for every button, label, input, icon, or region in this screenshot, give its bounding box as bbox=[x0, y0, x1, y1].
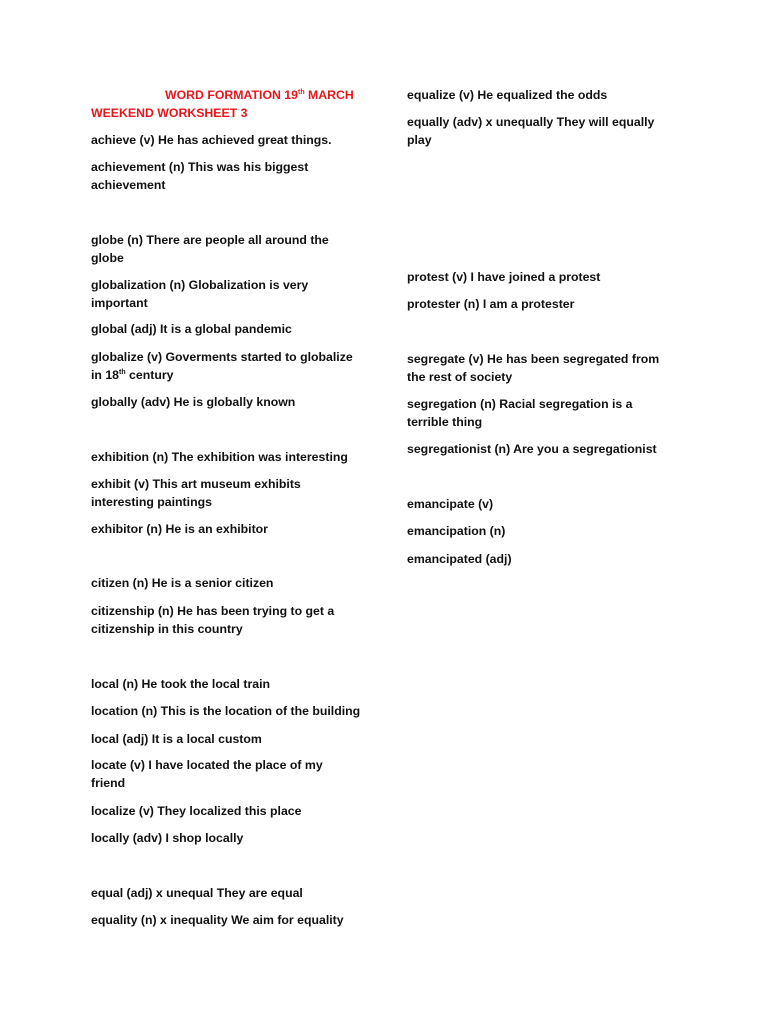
entry-globalize-end: century bbox=[125, 368, 174, 382]
entry-globalize-superscript: th bbox=[119, 369, 126, 376]
entry-locally: locally (adv) I shop locally bbox=[91, 831, 244, 845]
entry-globally: globally (adv) He is globally known bbox=[91, 395, 296, 409]
entry-globalize-text: globalize (v) Goverments started to globalize in 18 bbox=[91, 350, 353, 382]
entry-segregation: segregation (n) Racial segregation is a terrible thing bbox=[407, 397, 633, 429]
entry-local-noun: local (n) He took the local train bbox=[91, 677, 271, 691]
entry-segregate: segregate (v) He has been segregated from the rest of society bbox=[407, 352, 660, 384]
entry-protester: protester (n) I am a protester bbox=[407, 297, 575, 311]
entry-exhibit: exhibit (v) This art museum exhibits interesting paintings bbox=[91, 477, 301, 509]
entry-equalize: equalize (v) He equalized the odds bbox=[407, 88, 608, 102]
entry-locate: locate (v) I have located the place of my friend bbox=[91, 758, 323, 790]
entry-achievement: achievement (n) This was his biggest achievement bbox=[91, 160, 309, 192]
entry-citizen: citizen (n) He is a senior citizen bbox=[91, 576, 274, 590]
entry-globalization: globalization (n) Globalization is very important bbox=[91, 278, 309, 310]
title-line1-suffix: MARCH bbox=[304, 88, 354, 102]
title-superscript: th bbox=[297, 89, 305, 96]
entry-emancipated: emancipated (adj) bbox=[407, 552, 512, 566]
entry-local-adj: local (adj) It is a local custom bbox=[91, 732, 262, 746]
entry-emancipation: emancipation (n) bbox=[407, 524, 506, 538]
title-line2: WEEKEND WORKSHEET 3 bbox=[91, 106, 248, 120]
entry-segregationist: segregationist (n) Are you a segregationist bbox=[407, 442, 657, 456]
entry-equality: equality (n) x inequality We aim for equality bbox=[91, 913, 344, 927]
entry-exhibition: exhibition (n) The exhibition was interesting bbox=[91, 450, 348, 464]
worksheet-title bbox=[91, 86, 391, 122]
title-line1-prefix: WORD FORMATION 19 bbox=[165, 88, 298, 102]
entry-equally: equally (adv) x unequally They will equally play bbox=[407, 115, 655, 147]
entry-protest: protest (v) I have joined a protest bbox=[407, 270, 601, 284]
entry-exhibitor: exhibitor (n) He is an exhibitor bbox=[91, 522, 268, 536]
entry-globe: globe (n) There are people all around the globe bbox=[91, 233, 329, 265]
entry-location: location (n) This is the location of the building bbox=[91, 704, 361, 718]
entry-citizenship: citizenship (n) He has been trying to get a citizenship in this country bbox=[91, 604, 335, 636]
entry-emancipate: emancipate (v) bbox=[407, 497, 494, 511]
entry-globalize bbox=[91, 348, 366, 384]
entry-localize: localize (v) They localized this place bbox=[91, 804, 302, 818]
entry-equal: equal (adj) x unequal They are equal bbox=[91, 886, 303, 900]
entry-global: global (adj) It is a global pandemic bbox=[91, 322, 292, 336]
entry-achieve: achieve (v) He has achieved great things. bbox=[91, 133, 332, 147]
